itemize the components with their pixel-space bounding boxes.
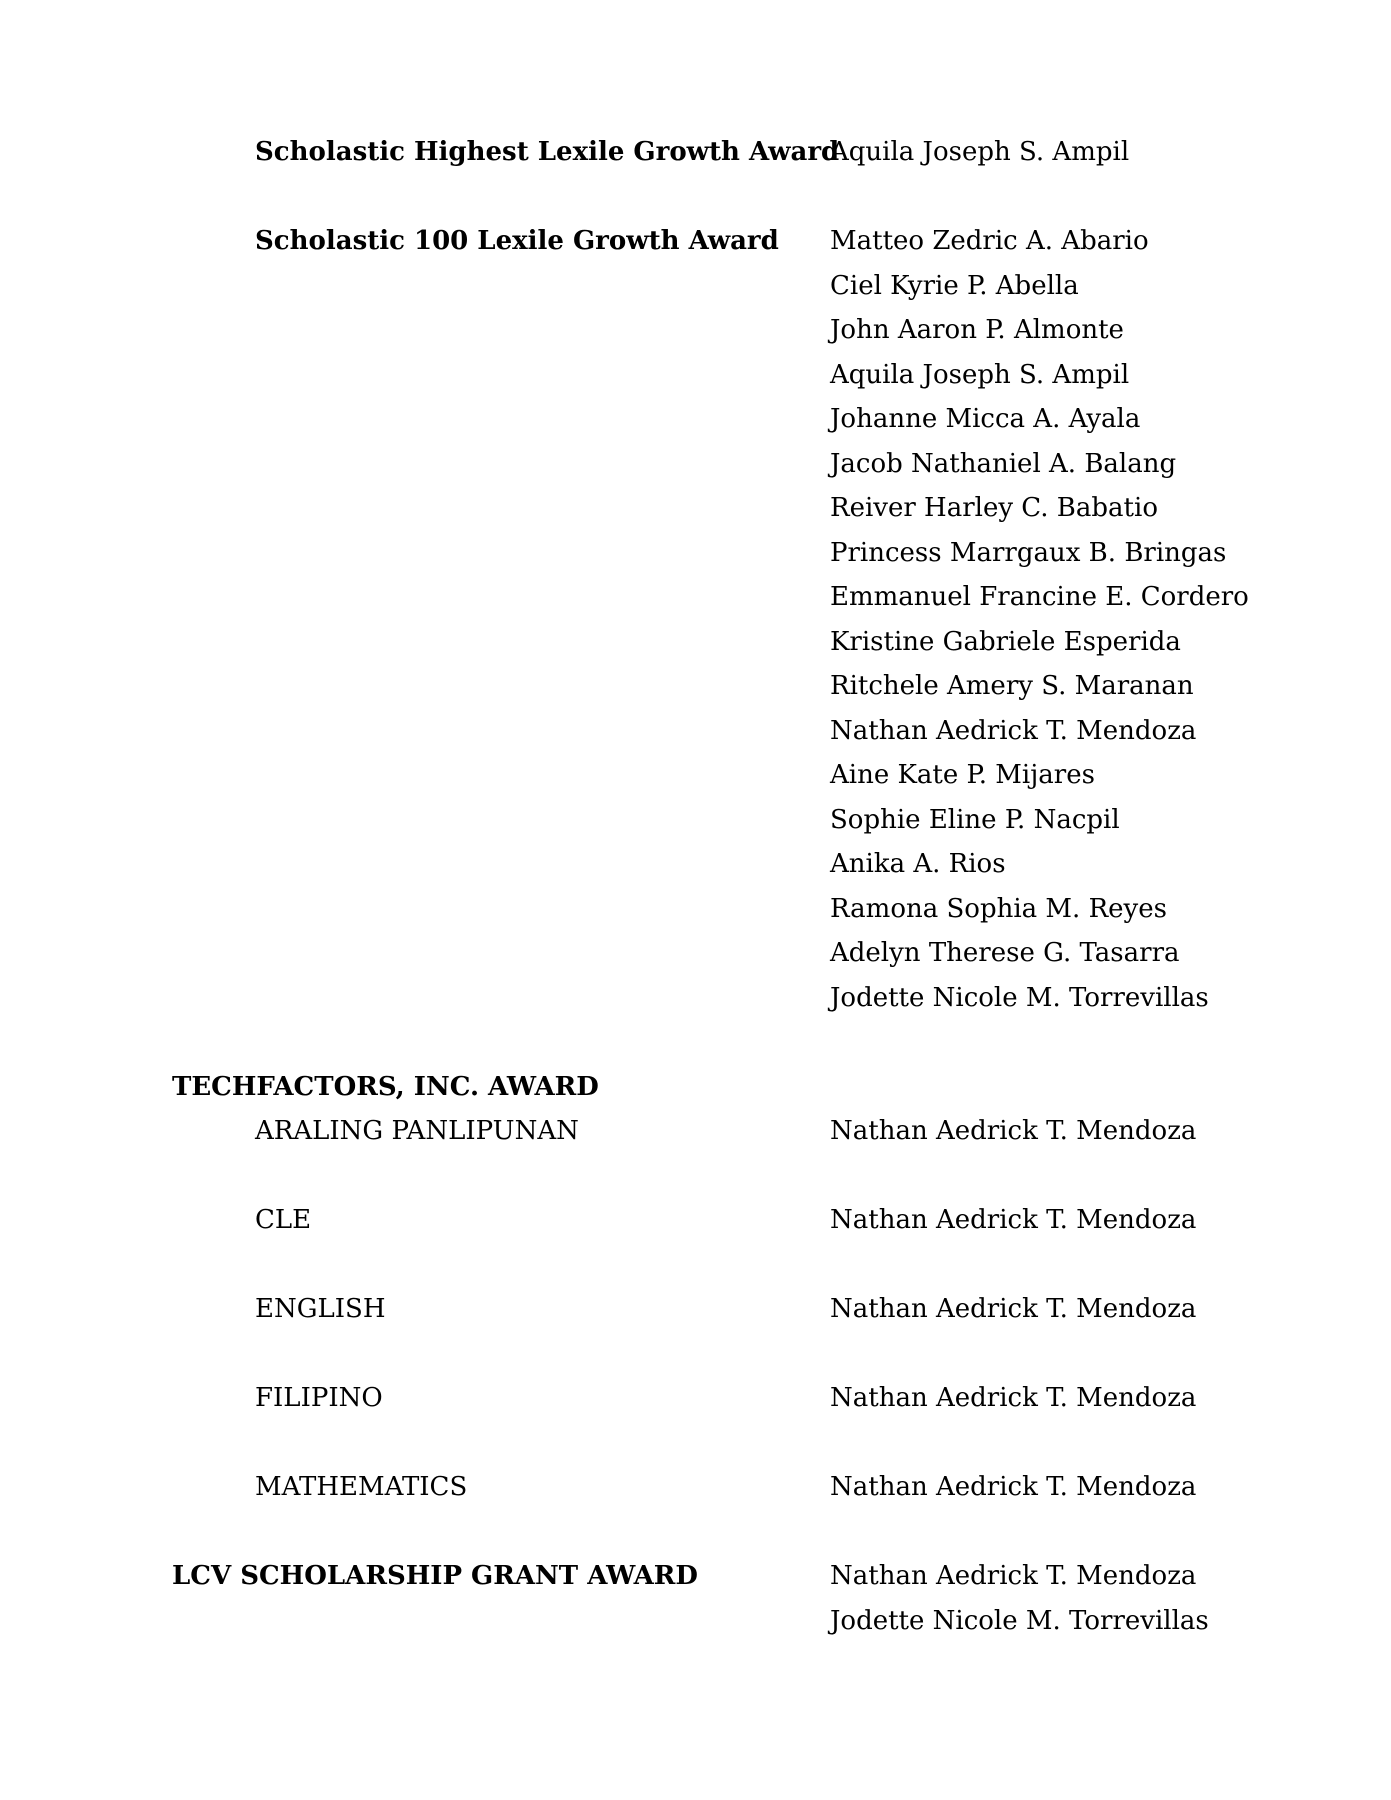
blank-line <box>172 1421 1351 1466</box>
document-line <box>172 1599 1351 1644</box>
document-line <box>172 1554 1351 1599</box>
document-line <box>172 486 1351 531</box>
document-line <box>172 442 1351 487</box>
document-line <box>172 887 1351 932</box>
awardee-name: Aine Kate P. Mijares <box>830 760 1095 790</box>
awardee-name: Matteo Zedric A. Abario <box>830 226 1149 256</box>
document-line <box>172 931 1351 976</box>
awardee-name: Ciel Kyrie P. Abella <box>830 270 1079 301</box>
document-line <box>172 798 1351 843</box>
document-line <box>172 976 1351 1021</box>
awardee-name: Nathan Aedrick T. Mendoza <box>830 1383 1197 1413</box>
awardee-name: Kristine Gabriele Esperida <box>830 626 1181 657</box>
awardee-name: Ritchele Amery S. Maranan <box>830 671 1194 701</box>
awardee-name: Princess Marrgaux B. Bringas <box>830 537 1227 568</box>
awardee-name: John Aaron P. Almonte <box>830 315 1124 345</box>
document-line <box>172 219 1351 264</box>
section-header: TECHFACTORS, INC. AWARD <box>172 1071 599 1102</box>
document-line <box>172 1109 1351 1154</box>
award-title: LCV SCHOLARSHIP GRANT AWARD <box>172 1561 698 1591</box>
awardee-name: Nathan Aedrick T. Mendoza <box>830 1472 1197 1502</box>
document-line <box>172 1198 1351 1243</box>
awardee-name: Anika A. Rios <box>830 849 1006 879</box>
awardee-name: Jodette Nicole M. Torrevillas <box>830 982 1209 1013</box>
awardee-name: Aquila Joseph S. Ampil <box>830 359 1130 390</box>
awardee-name: Emmanuel Francine E. Cordero <box>830 582 1249 612</box>
document-line <box>172 842 1351 887</box>
blank-line <box>172 1332 1351 1377</box>
document-line <box>172 130 1351 175</box>
awardee-name: Ramona Sophia M. Reyes <box>830 893 1167 924</box>
awardee-name: Nathan Aedrick T. Mendoza <box>830 1561 1197 1591</box>
document-line <box>172 753 1351 798</box>
awardee-name: Nathan Aedrick T. Mendoza <box>830 715 1197 746</box>
award-title: FILIPINO <box>255 1383 383 1413</box>
award-title: Scholastic 100 Lexile Growth Award <box>255 226 779 256</box>
document-line <box>172 1465 1351 1510</box>
award-title: ARALING PANLIPUNAN <box>255 1116 579 1146</box>
award-title: Scholastic Highest Lexile Growth Award <box>255 137 840 167</box>
document-line <box>172 353 1351 398</box>
document-line <box>172 575 1351 620</box>
awardee-name: Reiver Harley C. Babatio <box>830 493 1158 523</box>
document-line <box>172 620 1351 665</box>
document-line <box>172 531 1351 576</box>
award-title: CLE <box>255 1205 312 1235</box>
award-list <box>172 130 1351 1643</box>
award-title: ENGLISH <box>255 1294 386 1324</box>
awardee-name: Johanne Micca A. Ayala <box>830 404 1141 434</box>
awardee-name: Aquila Joseph S. Ampil <box>830 137 1130 167</box>
awardee-name: Adelyn Therese G. Tasarra <box>830 938 1180 968</box>
document-line <box>172 709 1351 754</box>
document-line <box>172 397 1351 442</box>
document-line <box>172 1065 1351 1110</box>
awardee-name: Jodette Nicole M. Torrevillas <box>830 1605 1209 1636</box>
document-line <box>172 664 1351 709</box>
awardee-name: Jacob Nathaniel A. Balang <box>830 448 1177 479</box>
blank-line <box>172 1510 1351 1555</box>
blank-line <box>172 1154 1351 1199</box>
awardee-name: Nathan Aedrick T. Mendoza <box>830 1205 1197 1235</box>
award-title: MATHEMATICS <box>255 1472 468 1502</box>
document-line <box>172 1376 1351 1421</box>
blank-line <box>172 1243 1351 1288</box>
document-line <box>172 264 1351 309</box>
document-line <box>172 308 1351 353</box>
awardee-name: Sophie Eline P. Nacpil <box>830 804 1120 835</box>
blank-line <box>172 1020 1351 1065</box>
blank-line <box>172 175 1351 220</box>
awardee-name: Nathan Aedrick T. Mendoza <box>830 1294 1197 1324</box>
awardee-name: Nathan Aedrick T. Mendoza <box>830 1116 1197 1146</box>
document-line <box>172 1287 1351 1332</box>
